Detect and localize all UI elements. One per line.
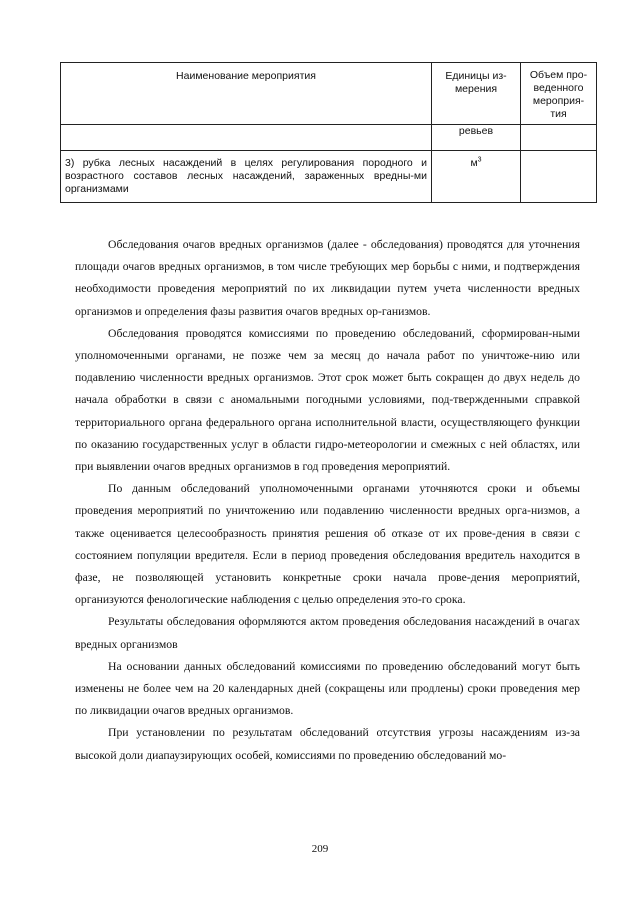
unit-text: м xyxy=(470,157,478,169)
paragraph: По данным обследований уполномоченными органами уточняются сроки и объемы проведения мероприятий по уничтожению или подавлению численности вредных орга-низмов, а также оценивается целесообразность принятия решения об отказе от их прове-дения в связи с состоянием популяции вредителя. Если в период проведения обследования вредитель находится в фазе, не позволяющей установить конкретные сроки начала прове-дения мероприятий, организуются фенологические наблюдения с целью определения это-го срока. xyxy=(75,482,580,607)
header-measure-name: Наименование мероприятия xyxy=(61,63,432,125)
measures-table xyxy=(60,62,597,203)
paragraph: Результаты обследования оформляются актом проведения обследования насаждений в очагах вредных организмов xyxy=(75,615,580,651)
table-cell-unit: ревьев xyxy=(432,125,521,151)
table-cell-name: 3) рубка лесных насаждений в целях регулирования породного и возрастного составов лесных насаждений, зараженных вредны-ми организмами xyxy=(61,151,432,203)
paragraph: Обследования проводятся комиссиями по проведению обследований, сформирован-ными уполномоченными органами, не позже чем за месяц до начала работ по уничтоже-нию или подавлению численности вредных организмов. Этот срок может быть сокращен до двух недель до начала обработки в связи с аномальными погодными условиями, под-твержденными справкой территориального органа федерального органа исполнительной власти, осуществляющего функции по оказанию государственных услуг в области гидро-метеорологии и смежных с ней областях, или при выявлении очагов вредных организмов в год проведения мероприятий. xyxy=(75,326,580,474)
table-header-row xyxy=(61,63,597,125)
table-cell-volume xyxy=(521,151,597,203)
paragraph: На основании данных обследований комиссиями по проведению обследований могут быть изменены не более чем на 20 календарных дней (сокращены или продлены) сроки проведения мер по ликвидации очагов вредных организмов. xyxy=(75,659,580,718)
table-cell-unit xyxy=(432,151,521,203)
table-row xyxy=(61,151,597,203)
page-number: 209 xyxy=(311,843,329,855)
header-units: Единицы из- мерения xyxy=(432,63,521,125)
table-row xyxy=(61,125,597,151)
header-volume: Объем про- веденного мероприя- тия xyxy=(521,63,597,125)
table-cell-name xyxy=(61,125,432,151)
unit-superscript: 3 xyxy=(477,156,482,164)
table-cell-volume xyxy=(521,125,597,151)
body-text xyxy=(75,234,580,767)
paragraph: Обследования очагов вредных организмов (далее - обследования) проводятся для уточнения площади очагов вредных организмов, в том числе требующих мер борьбы с ними, и подтверждения необходимости проведения мероприятий по их ликвидации путем учета численности вредных организмов и определения фазы развития очагов вредных ор-ганизмов. xyxy=(75,238,580,318)
paragraph: При установлении по результатам обследований отсутствия угрозы насаждениям из-за высокой доли диапаузирующих особей, комиссиями по проведению обследований мо- xyxy=(75,726,580,762)
